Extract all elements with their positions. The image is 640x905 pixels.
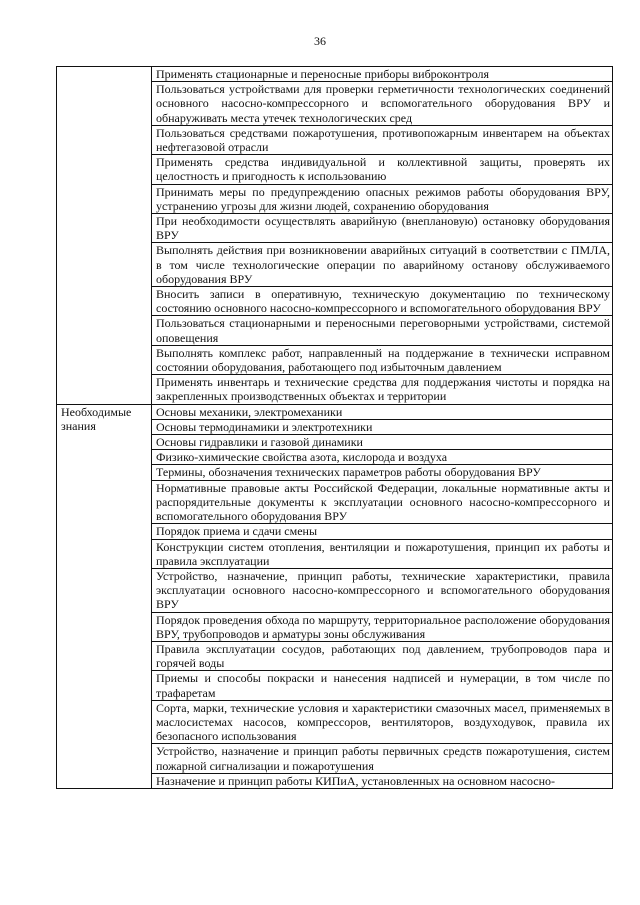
skill-item: Вносить записи в оперативную, техническую документацию по техническому состоянию основного насосно-компрессорного и вспомогательного оборудования ВРУ xyxy=(152,287,613,316)
competency-table xyxy=(56,66,613,789)
skills-category-cell xyxy=(57,67,152,405)
skill-item: Выполнять действия при возникновении аварийных ситуаций в соответствии с ПМЛА, в том числе технологические операции по аварийному останову обслуживаемого оборудования ВРУ xyxy=(152,243,613,287)
knowledge-item: Устройство, назначение, принцип работы, технические характеристики, правила эксплуатации основного насосно-компрессорного и вспомогательного оборудования ВРУ xyxy=(152,568,613,612)
knowledge-item: Приемы и способы покраски и нанесения надписей и нумерации, в том числе по трафаретам xyxy=(152,671,613,700)
knowledge-item: Устройство, назначение и принцип работы первичных средств пожаротушения, систем пожарной сигнализации и пожаротушения xyxy=(152,744,613,773)
skill-item: Применять средства индивидуальной и коллективной защиты, проверять их целостность и пригодность к использованию xyxy=(152,155,613,184)
knowledge-item: Основы термодинамики и электротехники xyxy=(152,419,613,434)
skill-item: При необходимости осуществлять аварийную (внеплановую) остановку оборудования ВРУ xyxy=(152,214,613,243)
knowledge-item: Назначение и принцип работы КИПиА, установленных на основном насосно- xyxy=(152,773,613,788)
skill-item: Пользоваться средствами пожаротушения, противопожарным инвентарем на объектах нефтегазовой отрасли xyxy=(152,125,613,154)
knowledge-item: Сорта, марки, технические условия и характеристики смазочных масел, применяемых в маслосистемах насосов, компрессоров, вентиляторов, воздуходувок, правила их безопасного использования xyxy=(152,700,613,744)
knowledge-category-label: Необходимые знания xyxy=(57,404,152,788)
knowledge-item: Нормативные правовые акты Российской Федерации, локальные нормативные акты и распорядительные документы к эксплуатации основного насосно-компрессорного и вспомогательного оборудования ВРУ xyxy=(152,480,613,524)
knowledge-item: Порядок приема и сдачи смены xyxy=(152,524,613,539)
knowledge-item: Основы гидравлики и газовой динамики xyxy=(152,435,613,450)
page-number: 36 xyxy=(314,34,326,48)
skill-item: Пользоваться стационарными и переносными переговорными устройствами, системой оповещения xyxy=(152,316,613,345)
knowledge-item: Порядок проведения обхода по маршруту, территориальное расположение оборудования ВРУ, трубопроводов и арматуры зоны обслуживания xyxy=(152,612,613,641)
knowledge-item: Конструкции систем отопления, вентиляции и пожаротушения, принцип их работы и правила эксплуатации xyxy=(152,539,613,568)
knowledge-item: Термины, обозначения технических параметров работы оборудования ВРУ xyxy=(152,465,613,480)
skill-item: Применять инвентарь и технические средства для поддержания чистоты и порядка на закрепленных производственных объектах и территории xyxy=(152,375,613,404)
skill-item: Выполнять комплекс работ, направленный на поддержание в технически исправном состоянии оборудования, работающего под избыточным давлением xyxy=(152,345,613,374)
knowledge-item: Правила эксплуатации сосудов, работающих под давлением, трубопроводов пара и горячей воды xyxy=(152,641,613,670)
table-row xyxy=(57,67,613,82)
skill-item: Пользоваться устройствами для проверки герметичности технологических соединений основного насосно-компрессорного и вспомогательного оборудования ВРУ и обнаруживать места утечек технологических сред xyxy=(152,82,613,126)
skill-item: Применять стационарные и переносные приборы виброконтроля xyxy=(152,67,613,82)
knowledge-item: Физико-химические свойства азота, кислорода и воздуха xyxy=(152,450,613,465)
knowledge-item: Основы механики, электромеханики xyxy=(152,404,613,419)
table-row xyxy=(57,404,613,419)
skill-item: Принимать меры по предупреждению опасных режимов работы оборудования ВРУ, устранению угрозы для жизни людей, сохранению оборудования xyxy=(152,184,613,213)
